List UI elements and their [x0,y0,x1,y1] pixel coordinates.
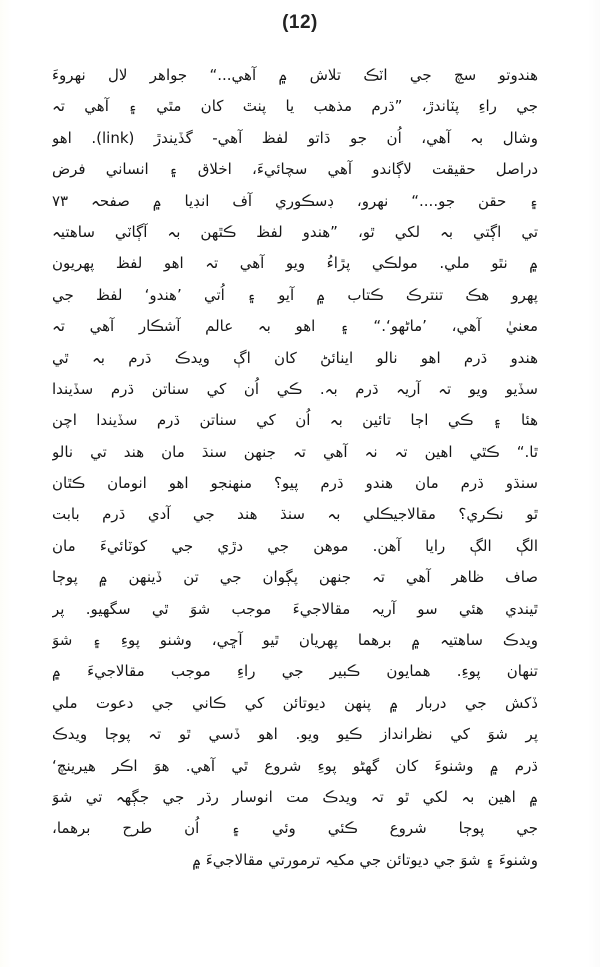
text-line: ۾ اهين بہ لکي ٿو تہ ويدڪ مت انوسار رڌر جي جڳهہ تي شوَ [52,787,538,806]
text-line: ٿو نڪري؟ مقالاجيڪلي بہ سنڌ هند جي آدي ڌرم بابت [52,505,538,524]
text-line: تي اڳتي بہ لکي ٿو، ”هندو لفظ ڪٿهن بہ آڳاٽي ساهتيہ [52,222,538,241]
text-line: جي راءِ پٽاندڙ، ”ڌرم مذهب يا پنٿ کان مٿي ۽ آهي تہ [52,97,538,116]
text-line: ۾ نٿو ملي. مولڪي پڙاءُ ويو آهي تہ اهو لفظ پهريون [52,254,538,273]
text-line: ۽ حقن جو....“ نهرو، ڊسڪوري آف انڊيا ۾ صفحہ ٧٣ [52,191,538,210]
text-line: ڏکش جي دربار ۾ پنهن ديوتائن کي ڪاني جي دعوت ملي [52,693,538,712]
text-line: هندو ڌرم اهو نالو اينائڻ کان اڳ ويدڪ ڌرم بہ ٿي [52,348,538,367]
text-line: سنڌو ڌرم مان هندو ڌرم پيو؟ منهنجو اهو انومان ڪٿان [52,474,538,493]
text-line: سڏيو ويو تہ آريہ ڌرم بہ. ڪي اُن کي سناتن ڌرم سڏيندا [52,379,538,398]
text-line: معنيٰ آهي، ’ماڻهو‘.“ ۽ اهو بہ عالم آشڪار آهي تہ [52,317,538,336]
text-line: الڳ الڳ رايا آهن. موهن جي دڙي جي کوٽائيءَ مان [52,536,538,555]
text-line: تنهان پوءِ. همايون ڪبير جي راءِ موجب مقالاجيءَ ۾ [52,662,538,681]
text-line: دراصل حقيقت لاڳاندو آهي سچائيءَ، اخلاق ۽ انساني فرض [52,160,538,179]
text-line: ڌرم ۾ وشنوءَ کان گهڻو پوءِ شروع ٿي آهي. هوَ اڪر هيرينچ‘ [52,756,538,775]
text-line-last: وشنوءَ ۽ شوَ جي ديوتائن جي مکيہ ترمورتي مقالاجيءَ ۾ [192,850,538,869]
text-line: ٿا.“ ڪٿي اهين تہ نہ آهي تہ جنهن سنڌ مان هند تي نالو [52,442,538,461]
page-number: (12) [282,12,318,33]
text-line: هئا ۽ ڪي اڄا تائين بہ اُن کي سناتن ڌرم سڏيندا اچن [52,411,538,430]
text-line: صاف ظاهر آهي تہ جنهن پڳوان جي تن ڏينهن ۾ پوڄا [52,568,538,587]
text-line: پر شوَ کي نظرانداز ڪيو ويو. اهو ڏسي ٿو تہ پوڄا ويدڪ [52,725,538,744]
text-line: جي پوڄا شروع ڪئي وئي ۽ اُن طرح برهما، [52,819,538,838]
text-line: ٿيندي هئي سو آريہ مقالاجيءَ موجب شوَ ٿي سگهيو. پر [52,599,538,618]
text-line: هندوتو سچ جي اٽڪ تلاش ۾ آهي...“ جواهر لال نهروءَ [52,66,538,84]
text-line: وشال بہ آهي، اُن جو ڌاتو لفظ آهي- گڏيندڙ (link). اهو [52,128,538,147]
text-line: ويدڪ ساهتيہ ۾ برهما پهريان ٿيو آڇي، وشنو پوءِ ۽ شوَ [52,631,538,650]
text-line: پهرو هڪ تنترڪ ڪتاب ۾ آيو ۽ اُتي ’هندو‘ لفظ جي [52,285,538,304]
body-text [52,60,538,876]
